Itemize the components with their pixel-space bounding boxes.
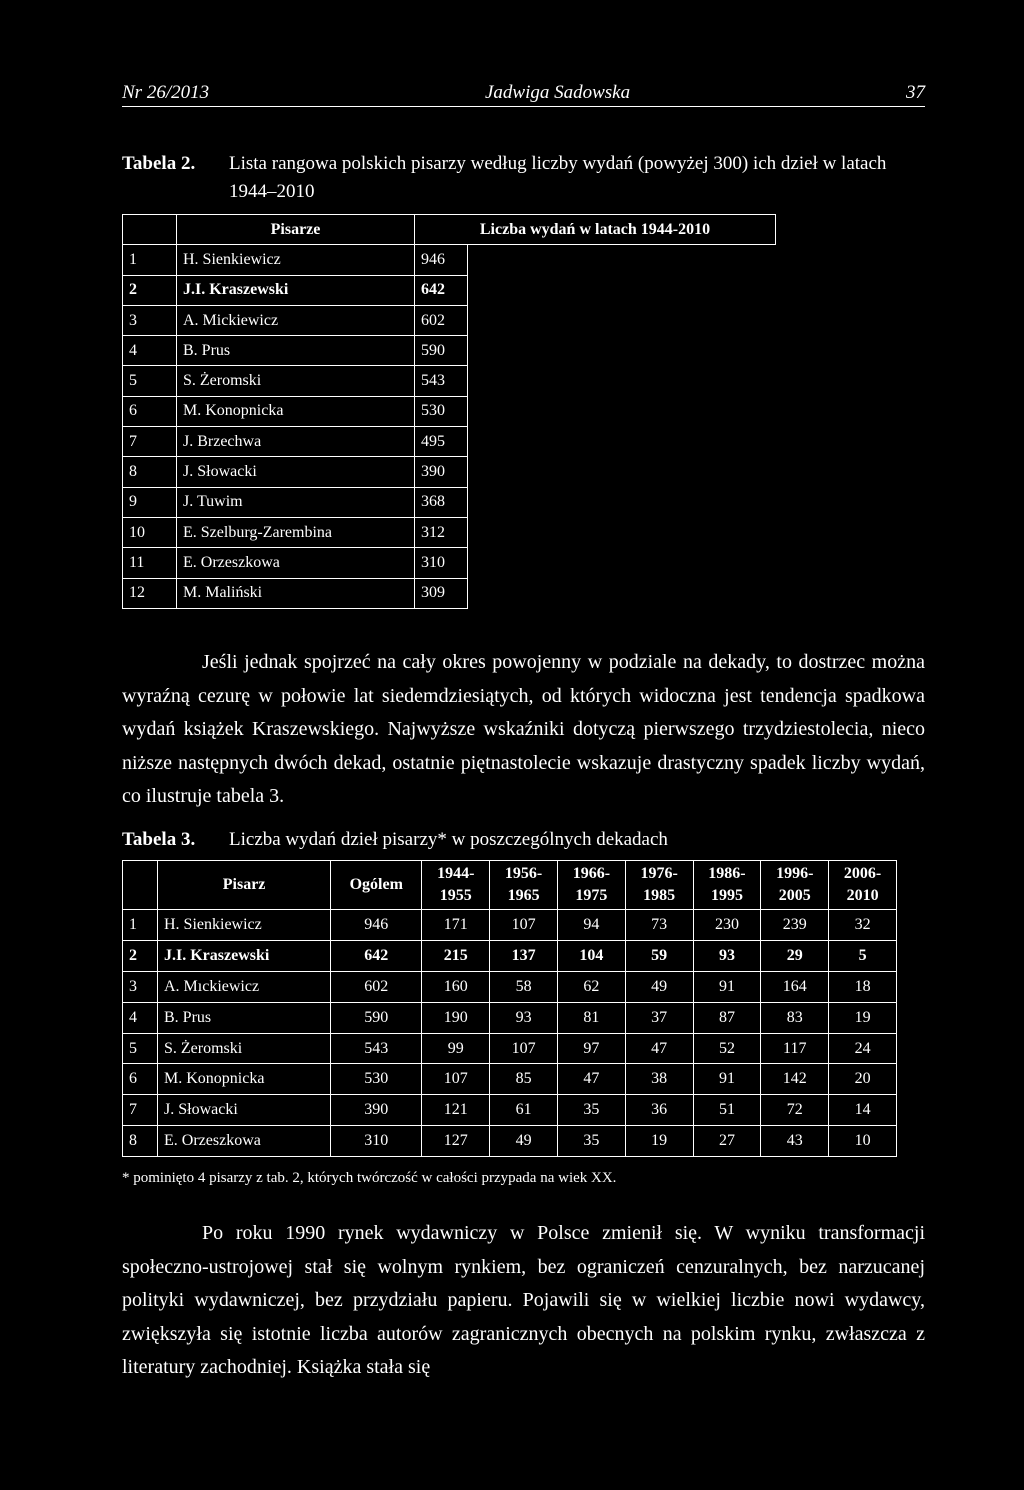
- edition-count: 946: [415, 245, 468, 275]
- writer-name: J. Brzechwa: [177, 427, 415, 457]
- table2-header-row: [123, 215, 776, 245]
- table-row: [123, 427, 776, 457]
- table-row: [123, 578, 776, 608]
- row-number: 6: [123, 1064, 158, 1095]
- writer-name: B. Prus: [177, 336, 415, 366]
- table-cell: 32: [829, 910, 897, 941]
- table-cell: 99: [422, 1033, 490, 1064]
- table-cell: 215: [422, 940, 490, 971]
- row-number: 7: [123, 427, 177, 457]
- writer-name: S. Żeromski: [158, 1033, 331, 1064]
- table3-header-cell: 1996- 2005: [761, 861, 829, 910]
- edition-count: 309: [415, 578, 468, 608]
- table3-caption: [122, 826, 932, 854]
- empty-cell: [468, 427, 776, 457]
- writer-name: J. Słowacki: [177, 457, 415, 487]
- edition-count: 368: [415, 487, 468, 517]
- table-row: [123, 910, 897, 941]
- table3-header-row: [123, 861, 897, 910]
- paragraph-decades: Jeśli jednak spojrzeć na cały okres powojenny w podziale na dekady, to dostrzec można wyraźną cezurę w połowie lat siedemdziesiątych, od których widoczna jest tendencja spadkowa wydań książek Kraszewskiego. Najwyższe wskaźniki dotyczą pierwszego trzydziestolecia, nieco niższe następnych dwóch dekad, ostatnie piętnastolecie wskazuje drastyczny spadek liczby wydań, co ilustruje tabela 3.: [122, 651, 925, 807]
- table-row: [123, 336, 776, 366]
- table-cell: 5: [829, 940, 897, 971]
- writer-name: E. Szelburg-Zarembina: [177, 517, 415, 547]
- table-cell: 47: [557, 1064, 625, 1095]
- table-cell: 94: [557, 910, 625, 941]
- table-cell: 642: [331, 940, 422, 971]
- table-cell: 543: [331, 1033, 422, 1064]
- row-number: 6: [123, 396, 177, 426]
- table-cell: 117: [761, 1033, 829, 1064]
- table-cell: 61: [490, 1095, 558, 1126]
- table-cell: 602: [331, 971, 422, 1002]
- table-cell: 160: [422, 971, 490, 1002]
- row-number: 2: [123, 940, 158, 971]
- table-cell: 946: [331, 910, 422, 941]
- table3-header-cell: 1986- 1995: [693, 861, 761, 910]
- table-cell: 107: [490, 910, 558, 941]
- table-cell: 127: [422, 1126, 490, 1157]
- table3-footnote: * pominięto 4 pisarzy z tab. 2, których twórczość w całości przypada na wiek XX.: [122, 1170, 617, 1186]
- table-cell: 14: [829, 1095, 897, 1126]
- table-cell: 590: [331, 1002, 422, 1033]
- empty-cell: [468, 245, 776, 275]
- table-cell: 93: [490, 1002, 558, 1033]
- table-cell: 390: [331, 1095, 422, 1126]
- table-row: [123, 275, 776, 305]
- writer-name: M. Konopnicka: [177, 396, 415, 426]
- row-number: 8: [123, 1126, 158, 1157]
- table-cell: 36: [625, 1095, 693, 1126]
- row-number: 7: [123, 1095, 158, 1126]
- table-cell: 164: [761, 971, 829, 1002]
- table-cell: 190: [422, 1002, 490, 1033]
- table-cell: 24: [829, 1033, 897, 1064]
- writer-name: A. Mıckiewicz: [158, 971, 331, 1002]
- empty-cell: [468, 275, 776, 305]
- empty-cell: [468, 366, 776, 396]
- table-row: [123, 1033, 897, 1064]
- empty-cell: [468, 487, 776, 517]
- table-row: [123, 517, 776, 547]
- table-row: [123, 971, 897, 1002]
- table-cell: 137: [490, 940, 558, 971]
- row-number: 4: [123, 336, 177, 366]
- table-cell: 27: [693, 1126, 761, 1157]
- table2-title: Lista rangowa polskich pisarzy według liczby wydań (powyżej 300) ich dzieł w latach 1944–2010: [229, 153, 887, 202]
- edition-count: 602: [415, 305, 468, 335]
- table-row: [123, 1095, 897, 1126]
- table-cell: 87: [693, 1002, 761, 1033]
- table-row: [123, 457, 776, 487]
- table-row: [123, 548, 776, 578]
- running-author: Jadwiga Sadowska: [484, 82, 631, 103]
- table2-header-lp: [123, 215, 177, 245]
- table-cell: 107: [422, 1064, 490, 1095]
- table-row: [123, 245, 776, 275]
- writer-name: E. Orzeszkowa: [177, 548, 415, 578]
- table-cell: 29: [761, 940, 829, 971]
- edition-count: 530: [415, 396, 468, 426]
- table-cell: 93: [693, 940, 761, 971]
- table-cell: 19: [625, 1126, 693, 1157]
- table3-header-cell: 1966- 1975: [557, 861, 625, 910]
- table2-label: Tabela 2.: [122, 153, 196, 174]
- writer-name: J.I. Kraszewski: [158, 940, 331, 971]
- writer-name: H. Sienkiewicz: [158, 910, 331, 941]
- edition-count: 310: [415, 548, 468, 578]
- table2: [122, 214, 776, 609]
- row-number: 4: [123, 1002, 158, 1033]
- table3-header-cell: Pisarz: [158, 861, 331, 910]
- table-row: [123, 305, 776, 335]
- edition-count: 642: [415, 275, 468, 305]
- empty-cell: [468, 517, 776, 547]
- table-cell: 239: [761, 910, 829, 941]
- paragraph-market: Po roku 1990 rynek wydawniczy w Polsce zmienił się. W wyniku transformacji społeczno-ustrojowej stał się wolnym rynkiem, bez ograniczeń cenzuralnych, bez narzucanej polityki wydawniczej, bez przydziału papieru. Pojawili się w wielkiej liczbie nowi wydawcy, zwiększyła się istotnie liczba autorów zagranicznych obecnych na polskim rynku, zwłaszcza z literatury zachodniej. Książka stała się: [122, 1222, 925, 1378]
- table-cell: 81: [557, 1002, 625, 1033]
- row-number: 9: [123, 487, 177, 517]
- table-row: [123, 940, 897, 971]
- writer-name: M. Konopnicka: [158, 1064, 331, 1095]
- row-number: 2: [123, 275, 177, 305]
- table-row: [123, 487, 776, 517]
- table-cell: 37: [625, 1002, 693, 1033]
- writer-name: S. Żeromski: [177, 366, 415, 396]
- empty-cell: [468, 548, 776, 578]
- table3-header-cell: 1944- 1955: [422, 861, 490, 910]
- edition-count: 543: [415, 366, 468, 396]
- table-cell: 35: [557, 1126, 625, 1157]
- page-number: 37: [906, 82, 925, 103]
- writer-name: A. Mickiewicz: [177, 305, 415, 335]
- table-cell: 19: [829, 1002, 897, 1033]
- running-header: [122, 82, 925, 107]
- empty-cell: [468, 336, 776, 366]
- table-row: [123, 1002, 897, 1033]
- table-row: [123, 1064, 897, 1095]
- row-number: 1: [123, 245, 177, 275]
- table3-header-cell: 2006- 2010: [829, 861, 897, 910]
- table-cell: 121: [422, 1095, 490, 1126]
- empty-cell: [468, 305, 776, 335]
- edition-count: 495: [415, 427, 468, 457]
- table-cell: 85: [490, 1064, 558, 1095]
- table-cell: 49: [490, 1126, 558, 1157]
- table-cell: 43: [761, 1126, 829, 1157]
- table-cell: 91: [693, 1064, 761, 1095]
- table-cell: 52: [693, 1033, 761, 1064]
- writer-name: E. Orzeszkowa: [158, 1126, 331, 1157]
- table-cell: 107: [490, 1033, 558, 1064]
- row-number: 5: [123, 1033, 158, 1064]
- row-number: 5: [123, 366, 177, 396]
- table-cell: 51: [693, 1095, 761, 1126]
- table-cell: 530: [331, 1064, 422, 1095]
- empty-cell: [468, 396, 776, 426]
- writer-name: J.I. Kraszewski: [177, 275, 415, 305]
- table3: [122, 860, 897, 1157]
- row-number: 3: [123, 305, 177, 335]
- table3-title: Liczba wydań dzieł pisarzy* w poszczególnych dekadach: [229, 829, 668, 850]
- writer-name: B. Prus: [158, 1002, 331, 1033]
- table3-label: Tabela 3.: [122, 829, 196, 850]
- row-number: 11: [123, 548, 177, 578]
- empty-cell: [468, 457, 776, 487]
- table-cell: 310: [331, 1126, 422, 1157]
- edition-count: 312: [415, 517, 468, 547]
- table-cell: 91: [693, 971, 761, 1002]
- table-cell: 171: [422, 910, 490, 941]
- table3-header-cell: 1976- 1985: [625, 861, 693, 910]
- row-number: 8: [123, 457, 177, 487]
- table-cell: 35: [557, 1095, 625, 1126]
- row-number: 10: [123, 517, 177, 547]
- table3-header-cell: Ogólem: [331, 861, 422, 910]
- empty-cell: [468, 578, 776, 608]
- table-cell: 97: [557, 1033, 625, 1064]
- table3-header-cell: 1956- 1965: [490, 861, 558, 910]
- writer-name: J. Tuwim: [177, 487, 415, 517]
- table-cell: 47: [625, 1033, 693, 1064]
- table-row: [123, 396, 776, 426]
- table-cell: 58: [490, 971, 558, 1002]
- table-cell: 49: [625, 971, 693, 1002]
- row-number: 3: [123, 971, 158, 1002]
- table3-header-lp: [123, 861, 158, 910]
- row-number: 1: [123, 910, 158, 941]
- table-row: [123, 1126, 897, 1157]
- table-cell: 59: [625, 940, 693, 971]
- table-cell: 18: [829, 971, 897, 1002]
- table-cell: 104: [557, 940, 625, 971]
- issue-number: Nr 26/2013: [122, 82, 210, 103]
- edition-count: 390: [415, 457, 468, 487]
- table2-caption: [122, 150, 932, 206]
- writer-name: H. Sienkiewicz: [177, 245, 415, 275]
- table-row: [123, 366, 776, 396]
- table-cell: 38: [625, 1064, 693, 1095]
- table2-header-writers: Pisarze: [177, 215, 415, 245]
- table2-header-count: Liczba wydań w latach 1944-2010: [415, 215, 776, 245]
- table-cell: 10: [829, 1126, 897, 1157]
- table-cell: 142: [761, 1064, 829, 1095]
- table-cell: 72: [761, 1095, 829, 1126]
- edition-count: 590: [415, 336, 468, 366]
- table-cell: 73: [625, 910, 693, 941]
- row-number: 12: [123, 578, 177, 608]
- table-cell: 62: [557, 971, 625, 1002]
- writer-name: J. Słowacki: [158, 1095, 331, 1126]
- table-cell: 83: [761, 1002, 829, 1033]
- writer-name: M. Maliński: [177, 578, 415, 608]
- table-cell: 230: [693, 910, 761, 941]
- table-cell: 20: [829, 1064, 897, 1095]
